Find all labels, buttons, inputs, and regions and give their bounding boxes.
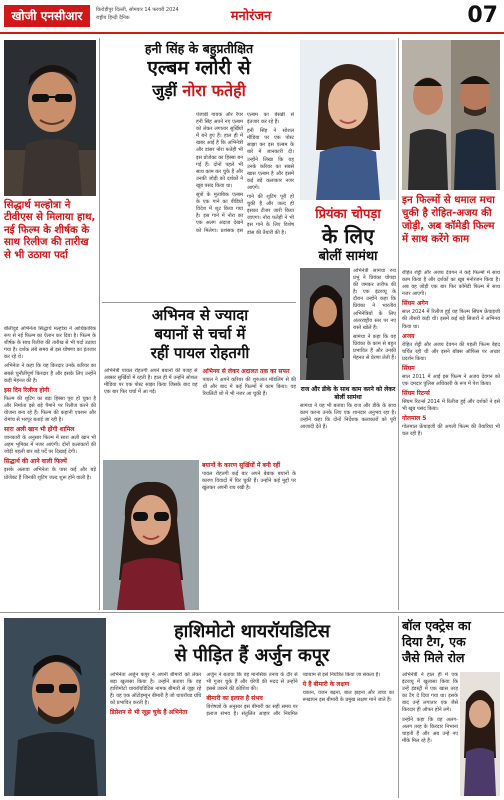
priyanka-headline-line2: के लिए <box>321 224 375 248</box>
priyanka-photo <box>300 268 350 380</box>
section-title: मनोरंजन <box>230 9 272 24</box>
payal-headline <box>104 306 296 363</box>
film-text: गोलमाल फ्रेंचाइजी की अगली फिल्म की तैयारियां भी चल रही हैं। <box>402 424 500 438</box>
samantha-photo <box>300 40 396 200</box>
film-title: सिंघम <box>402 364 415 372</box>
subheading: बीमारी का इलाज है संभव <box>206 695 263 703</box>
paragraph: अर्जुन ने बताया कि वह मानसिक तनाव के दौर से भी गुजर चुके हैं और थेरेपी की मदद से उन्होंने इससे उबरने की कोशिश की। <box>206 672 298 693</box>
subheading: ये हैं बीमारी के लक्षण <box>302 681 350 689</box>
payal-photo <box>103 460 199 610</box>
honey-headline-line3a: जुड़ीं <box>152 81 177 100</box>
bollywood-headline-line2: दिया टैग, एक <box>402 634 466 649</box>
article-divider <box>102 302 296 303</box>
film-text: सिंघम रिटर्न्स 2014 में रिलीज हुई और दर्शकों ने इसे भी खूब पसंद किया। <box>402 399 500 413</box>
film-title: अजय <box>402 332 415 340</box>
header-date-line: किरोड़ीपुर दिल्ली, सोमवार 14 फरवरी 2024 <box>96 7 179 13</box>
paragraph: बॉलीवुड अभिनेता सिद्धार्थ मल्होत्रा ने आधिकारिक रूप से नई फिल्म का ऐलान कर दिया है। फिल्म के शीर्षक के साथ रिलीज की तारीख से भी पर्दा उठाया गया है। दर्शक लंबे समय से इस घोषणा का इंतजार कर रहे थे। <box>4 326 96 361</box>
ajay-article-body <box>402 270 500 610</box>
arjun-headline-line1: हाशिमोटो थायरॉयडिटिस <box>174 621 330 642</box>
ajay-headline: इन फिल्मों से धमाल मचा चुकी है रोहित-अजय की जोड़ी, अब कॉमेडी फिल्म में साथ करेंगे काम <box>402 195 495 245</box>
paragraph: सामंथा ने कहा कि वह प्रियंका के काम से बहुत प्रभावित हैं और उनकी मेहनत से प्रेरणा लेती हैं। <box>353 333 396 362</box>
film-text: साल 2011 में आई इस फिल्म ने अजय देवगन को एक दमदार पुलिस अधिकारी के रूप में पेश किया। <box>402 373 500 388</box>
subheading: इस दिन रिलीज होगी <box>4 386 50 394</box>
paragraph: अभिनेता अर्जुन कपूर ने अपनी बीमारी को लेकर बड़ा खुलासा किया है। उन्होंने बताया कि वह हाशिमोटो थायरॉयडिटिस नामक बीमारी से जूझ रहे हैं। यह एक ऑटोइम्यून बीमारी है जो थायरॉयड ग्रंथि को प्रभावित करती है। <box>110 672 202 707</box>
section-rule <box>0 612 504 613</box>
subheading: राज और डीके के साथ काम करने को लेकर बोलीं सामंथा <box>300 386 396 401</box>
film-text: रोहित शेट्टी और अजय देवगन की पहली फिल्म बेहद चर्चित रही थी और इसने बॉक्स ऑफिस पर अच्छा प्रदर्शन किया। <box>402 341 500 362</box>
paragraph: पायल ने अपने करियर की शुरुआत मॉडलिंग से की थी और बाद में कई फिल्मों में काम किया। वह रियलिटी शो में भी नजर आ चुकी हैं। <box>202 377 296 398</box>
bollywood-headline-line1: बॉल एक्ट्रेस का <box>402 618 471 633</box>
siddharth-article-body <box>4 326 96 608</box>
honey-headline-line1: हनी सिंह के बहुप्रतीक्षित <box>144 41 254 56</box>
arjun-article-body <box>110 672 394 796</box>
subheading: सिद्धार्थ की आने वाली फिल्में <box>4 458 67 466</box>
paragraph: थकान, वजन बढ़ना, बाल झड़ना और त्वचा का रूखापन इस बीमारी के प्रमुख लक्षण माने जाते हैं। <box>302 690 394 704</box>
header-tagline: राष्ट्रीय हिन्दी दैनिक <box>96 15 130 21</box>
subheading: बयानों के कारण सुर्खियों में बनी रहीं <box>202 462 281 469</box>
arjun-headline <box>110 620 394 668</box>
honey-headline-line2: एल्बम ग्लोरी से <box>147 57 251 79</box>
film-text: साल 2024 में रिलीज हुई यह फिल्म सिंघम फ्रेंचाइजी की तीसरी कड़ी थी। इसमें कई बड़े सितारों ने अभिनय किया था। <box>402 309 500 330</box>
payal-headline-line2: बयानों से चर्चा में <box>154 325 246 343</box>
payal-article-body-bottom <box>202 460 296 610</box>
paragraph: सामंथा ने यह भी बताया कि राज और डीके के साथ काम करना उनके लिए एक शानदार अनुभव रहा है। उन्होंने कहा कि दोनों निर्देशक कलाकारों को पूरी आजादी देते हैं। <box>300 403 396 431</box>
priyanka-article-body-2 <box>300 384 396 610</box>
paragraph: गाने की शूटिंग पूरी हो चुकी है और जल्द ही इसका टीजर जारी किया जाएगा। नोरा फतेही ने भी इस गाने के लिए विशेष डांस की तैयारी की है। <box>247 194 294 236</box>
paragraph: पंजाबी गायक और रैपर हनी सिंह अपने नए एल्बम को लेकर लगातार सुर्खियों में बने हुए हैं। हाल ही में खबर आई है कि अभिनेत्री और डांसर नोरा फतेही भी इस प्रोजेक्ट का हिस्सा बन गई हैं। दोनों पहले भी साथ काम कर चुके हैं और उनकी जोड़ी को दर्शकों ने खूब पसंद किया था। <box>196 112 243 189</box>
film-title: सिंघम रिटर्न्स <box>402 390 430 398</box>
column-rule <box>398 38 399 610</box>
arjun-headline-line2: से पीड़ित हैं अर्जुन कपूर <box>174 645 330 666</box>
film-title: सिंघम अगेन <box>402 300 429 308</box>
paragraph: रोहित शेट्टी और अजय देवगन ने कई फिल्मों में साथ काम किया है और दर्शकों का खूब मनोरंजन किया है। अब यह जोड़ी एक बार फिर कॉमेडी फिल्म में साथ नजर आएगी। <box>402 270 500 298</box>
subheading: डिप्रेशन से भी जूझ चुके हैं अभिनेता <box>110 709 188 717</box>
subheading: अभिनय से लेकर अदालत तक का सफर <box>202 368 290 375</box>
paragraph: अभिनेत्री सामंथा रुथ प्रभु ने प्रियंका चोपड़ा की जमकर तारीफ की है। एक इंटरव्यू के दौरान उन्होंने कहा कि प्रियंका ने भारतीय अभिनेत्रियों के लिए अंतरराष्ट्रीय स्तर पर नए रास्ते खोले हैं। <box>353 268 396 331</box>
payal-headline-line1: अभिनव से ज्यादा <box>151 306 249 324</box>
bollywood-headline-line3: जैसे मिले रोल <box>402 650 465 665</box>
bollywood-article-body <box>402 672 458 796</box>
paragraph: हनी सिंह ने सोशल मीडिया पर एक पोस्ट साझा कर इस एल्बम के बारे में जानकारी दी। उन्होंने लिखा कि यह उनके करियर का सबसे खास एल्बम है और इसमें कई बड़े कलाकार नजर आएंगे। <box>247 128 294 191</box>
page-number: 07 <box>467 3 498 28</box>
paragraph: फिल्म की शूटिंग का बड़ा हिस्सा पूरा हो चुका है और निर्माता इसे बड़े पैमाने पर रिलीज करने की योजना बना रहे हैं। फिल्म की कहानी एक्शन और रोमांच से भरपूर बताई जा रही है। <box>4 395 96 424</box>
paragraph: विशेषज्ञों के अनुसार इस बीमारी का सही समय पर इलाज संभव है। संतुलित आहार और नियमित व्यायाम से इसे नियंत्रित किया जा सकता है। <box>206 672 381 718</box>
subheading: सारा अली खान भी होंगी शामिल <box>4 426 75 434</box>
honey-article-body <box>196 112 294 298</box>
honey-headline-line3b: नोरा फतेही <box>182 81 246 100</box>
honey-headline <box>104 40 294 101</box>
paragraph: अभिनेत्री पायल रोहतगी अपने बयानों की वजह से अक्सर सुर्खियों में रहती हैं। हाल ही में उन्होंने सोशल मीडिया पर एक पोस्ट साझा किया जिसके बाद वह एक बार फिर चर्चा में आ गईं। <box>104 368 198 396</box>
priyanka-headline-line1: प्रियंका चोपड़ा <box>315 207 381 222</box>
column-rule <box>398 616 399 798</box>
paragraph: अभिनेत्री ने हाल ही में एक इंटरव्यू में खुलासा किया कि उन्हें इंडस्ट्री में एक खास तरह का टैग दे दिया गया था। इसके बाद उन्हें लगातार एक जैसे किरदार ही ऑफर होने लगे। <box>402 672 458 714</box>
paragraph: सूत्रों के मुताबिक एल्बम के एक गाने का वीडियो विदेश में शूट किया गया है। इस गाने में नोरा का एक अलग अंदाज देखने को मिलेगा। प्रशंसक इस एल्बम का बेसब्री से इंतजार कर रहे हैं। <box>196 112 294 234</box>
bollywood-headline <box>402 618 500 666</box>
paragraph: पायल रोहतगी कई बार अपने बेबाक बयानों के कारण विवादों में घिर चुकी हैं। उन्होंने कई मुद्दों पर खुलकर अपनी राय रखी है। <box>202 471 296 492</box>
newspaper-logo: खोजी एनसीआर <box>4 5 90 27</box>
rohit-ajay-photo <box>402 40 500 190</box>
paragraph: इसके अलावा अभिनेता के पास कई और बड़े प्रोजेक्ट हैं जिनकी शूटिंग जल्द शुरू होने वाली है। <box>4 467 96 481</box>
payal-article-body-top <box>104 368 296 458</box>
siddharth-headline: सिद्धार्थ मल्होत्रा ने टीवीएस से मिलाया हाथ, नई फिल्म के शीर्षक के साथ रिलीज की तारीख से भी उठाया पर्दा <box>4 200 96 261</box>
column-rule <box>99 38 100 610</box>
paragraph: जानकारी के अनुसार फिल्म में सारा अली खान भी अहम भूमिका में नजर आएंगी। दोनों कलाकारों की जोड़ी पहली बार बड़े पर्दे पर दिखाई देगी। <box>4 435 96 456</box>
paragraph: अभिनेता ने कहा कि यह किरदार उनके करियर का सबसे चुनौतीपूर्ण किरदार है और इसके लिए उन्होंने कड़ी मेहनत की है। <box>4 363 96 384</box>
priyanka-headline-line3: बोलीं सामंथा <box>318 249 378 264</box>
payal-headline-line3: रहीं पायल रोहतगी <box>150 344 250 362</box>
priyanka-article-body <box>353 268 396 380</box>
film-title: गोलमाल 5 <box>402 415 427 423</box>
paragraph: उन्होंने कहा कि वह अलग-अलग तरह के किरदार निभाना चाहती हैं और अब उन्हें नए मौके मिल रहे हैं। <box>402 716 458 744</box>
actress-photo <box>460 672 500 796</box>
priyanka-headline <box>300 206 396 266</box>
siddharth-photo <box>4 40 96 196</box>
page-header <box>0 0 504 34</box>
arjun-photo <box>4 618 106 796</box>
